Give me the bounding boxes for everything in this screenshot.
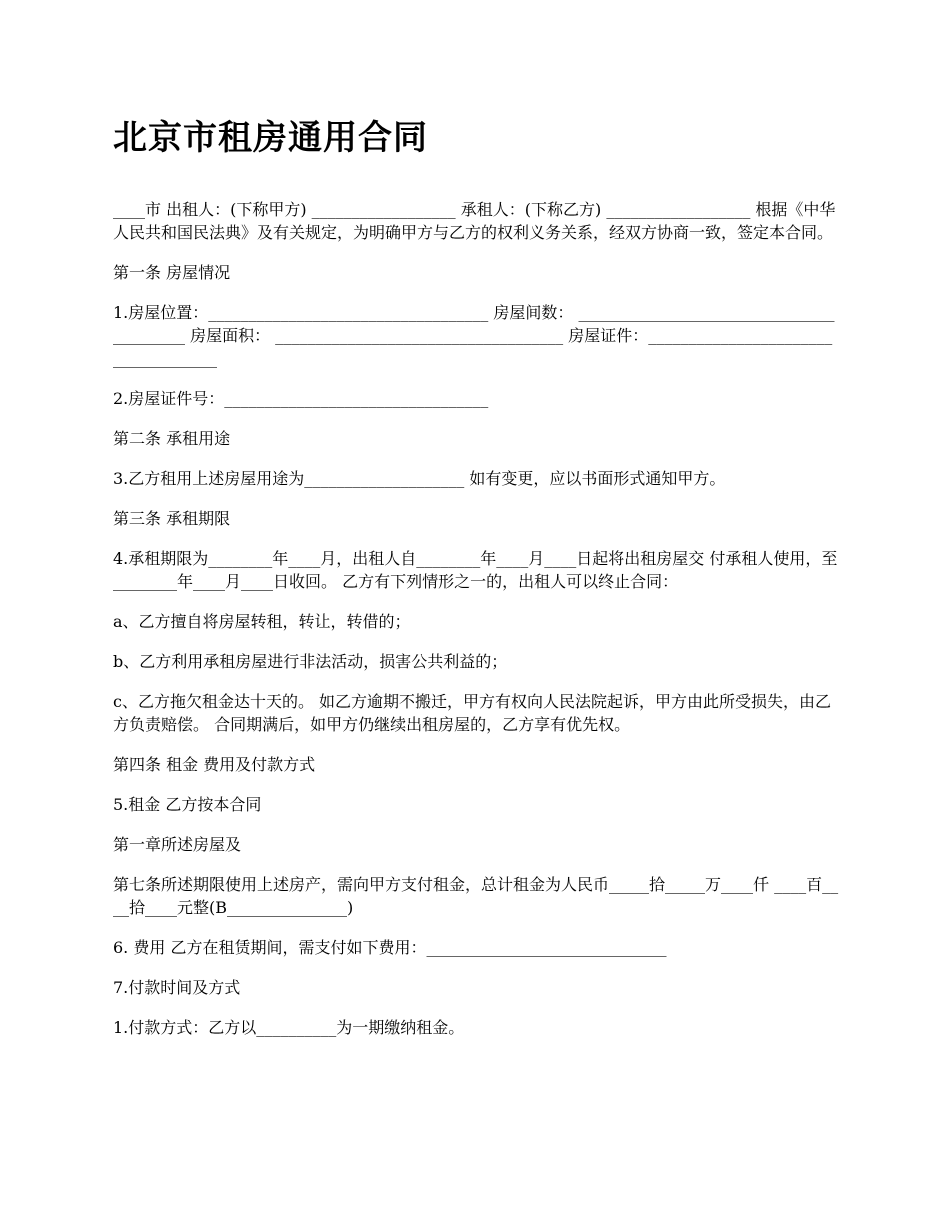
clause-6-fees: 6. 费用 乙方在租赁期间，需支付如下费用：______________________________ xyxy=(113,938,667,957)
payment-method: 1.付款方式：乙方以__________为一期缴纳租金。 xyxy=(113,1018,465,1037)
article-7-rent-total: 第七条所述期限使用上述房产，需向甲方支付租金，总计租金为人民币_____拾_____万____仟 ____百____拾____元整(B_______________) xyxy=(113,875,839,917)
clause-2-certificate-number: 2.房屋证件号：_________________________________ xyxy=(113,389,489,408)
chapter-1-reference: 第一章所述房屋及 xyxy=(113,835,242,854)
clause-4-lease-term: 4.承租期限为________年____月，出租人自________年____月____日起将出租房屋交 付承租人使用，至________年____月____日收回。 乙方有下列情形之一的，出租人可以终止合同： xyxy=(113,549,838,591)
termination-item-b: b、乙方利用承租房屋进行非法活动，损害公共利益的； xyxy=(113,652,508,671)
document-title: 北京市租房通用合同 xyxy=(113,118,428,158)
document-page xyxy=(113,108,839,1056)
article-4-heading: 第四条 租金 费用及付款方式 xyxy=(113,755,316,774)
clause-5-rent: 5.租金 乙方按本合同 xyxy=(113,795,262,814)
termination-item-c: c、乙方拖欠租金达十天的。 如乙方逾期不搬迁，甲方有权向人民法院起诉，甲方由此所受损失，由乙方负责赔偿。 合同期满后，如甲方仍继续出租房屋的，乙方享有优先权。 xyxy=(113,692,832,734)
clause-3-usage: 3.乙方租用上述房屋用途为____________________ 如有变更，应以书面形式通知甲方。 xyxy=(113,469,726,488)
clause-1-property-info: 1.房屋位置：___________________________________ 房屋间数： _________________________________________ 房屋面积： ____________________________________ 房屋证件：____________________________________ xyxy=(113,303,835,368)
termination-item-a: a、乙方擅自将房屋转租，转让，转借的； xyxy=(113,612,411,631)
article-2-heading: 第二条 承租用途 xyxy=(113,429,231,448)
article-1-heading: 第一条 房屋情况 xyxy=(113,263,231,282)
clause-7-payment-heading: 7.付款时间及方式 xyxy=(113,978,241,997)
preamble-paragraph: ____市 出租人：(下称甲方) __________________ 承租人：(下称乙方) __________________ 根据《中华人民共和国民法典》及有关规定，为明确甲方与乙方的权利义务关系，经双方协商一致，签定本合同。 xyxy=(113,200,836,242)
article-3-heading: 第三条 承租期限 xyxy=(113,509,231,528)
